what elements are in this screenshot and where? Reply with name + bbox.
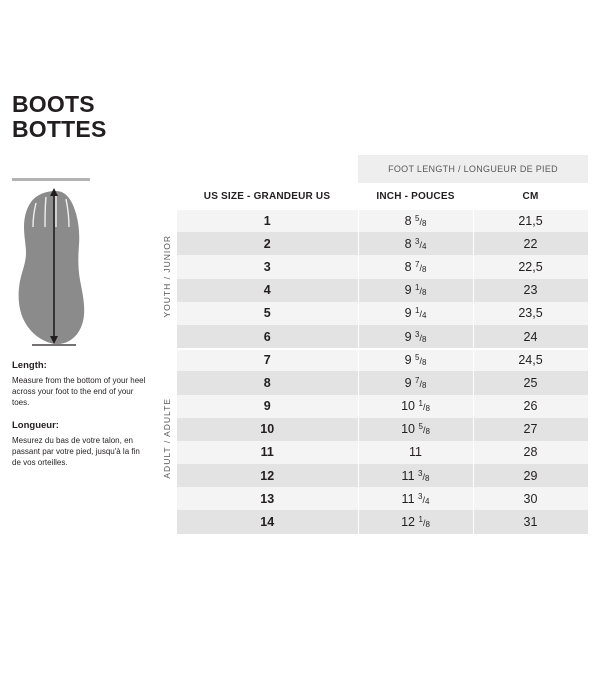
note-length [12, 360, 150, 408]
table-row [158, 232, 588, 255]
table-row [158, 371, 588, 394]
column-header-us-size: US SIZE - GRANDEUR US [176, 183, 358, 209]
grid-line [176, 209, 588, 210]
cell-inch: 9 $^5$/8 [358, 348, 473, 371]
cell-us-size: 11 [176, 441, 358, 464]
cell-us-size: 14 [176, 510, 358, 533]
title-line-french: BOTTES [12, 116, 107, 142]
table-group-header-row [158, 155, 588, 183]
band-youth-junior: YOUTH / JUNIOR [158, 209, 176, 348]
cell-cm: 23,5 [473, 302, 588, 325]
cell-us-size: 5 [176, 302, 358, 325]
cell-cm: 28 [473, 441, 588, 464]
cell-inch: 9 $^7$/8 [358, 371, 473, 394]
divider [12, 178, 90, 181]
foot-outline-icon [12, 187, 102, 352]
cell-inch: 11 [358, 441, 473, 464]
cell-inch: 11 $^3$/8 [358, 464, 473, 487]
cell-us-size: 12 [176, 464, 358, 487]
cell-cm: 31 [473, 510, 588, 533]
table-row [158, 255, 588, 278]
cell-cm: 29 [473, 464, 588, 487]
cell-us-size: 7 [176, 348, 358, 371]
cell-inch: 8 $^5$/8 [358, 209, 473, 232]
cell-cm: 24,5 [473, 348, 588, 371]
table-row [158, 279, 588, 302]
cell-us-size: 6 [176, 325, 358, 348]
measurement-guide [12, 178, 150, 468]
cell-cm: 22 [473, 232, 588, 255]
group-header-spacer-us [176, 155, 358, 183]
cell-us-size: 1 [176, 209, 358, 232]
cell-cm: 25 [473, 371, 588, 394]
table-row [158, 302, 588, 325]
table-row [158, 395, 588, 418]
column-header-band [158, 183, 176, 209]
table-row [158, 464, 588, 487]
cell-us-size: 2 [176, 232, 358, 255]
column-header-cm: CM [473, 183, 588, 209]
grid-line-vertical [358, 209, 359, 681]
cell-us-size: 3 [176, 255, 358, 278]
note-length-heading: Length: [12, 360, 47, 371]
note-length-body: Measure from the bottom of your heel across your foot to the end of your toes. [12, 376, 146, 407]
note-longueur [12, 420, 150, 468]
cell-inch: 9 $^1$/8 [358, 279, 473, 302]
size-table [158, 155, 588, 534]
cell-inch: 8 $^7$/8 [358, 255, 473, 278]
cell-us-size: 8 [176, 371, 358, 394]
cell-cm: 24 [473, 325, 588, 348]
cell-us-size: 10 [176, 418, 358, 441]
table-row [158, 487, 588, 510]
cell-us-size: 9 [176, 395, 358, 418]
cell-inch: 10 $^1$/8 [358, 395, 473, 418]
column-header-inch: INCH - POUCES [358, 183, 473, 209]
cell-inch: 9 $^3$/8 [358, 325, 473, 348]
table-row [158, 441, 588, 464]
grid-line-vertical [473, 209, 474, 681]
group-header-spacer [158, 155, 176, 183]
cell-cm: 26 [473, 395, 588, 418]
cell-us-size: 4 [176, 279, 358, 302]
table-row [158, 510, 588, 533]
band-adult-adulte: ADULT / ADULTE [158, 348, 176, 534]
table-column-header-row [158, 183, 588, 209]
foot-illustration [12, 187, 102, 352]
page-title [12, 92, 106, 142]
cell-cm: 27 [473, 418, 588, 441]
table-row [158, 325, 588, 348]
cell-inch: 9 $^1$/4 [358, 302, 473, 325]
cell-cm: 30 [473, 487, 588, 510]
size-table-container [158, 155, 588, 534]
cell-cm: 23 [473, 279, 588, 302]
cell-inch: 11 $^3$/4 [358, 487, 473, 510]
note-longueur-body: Mesurez du bas de votre talon, en passant par votre pied, jusqu'à la fin de vos orteilles. [12, 436, 140, 467]
table-row [158, 209, 588, 232]
cell-inch: 10 $^5$/8 [358, 418, 473, 441]
table-row [158, 418, 588, 441]
cell-cm: 22,5 [473, 255, 588, 278]
size-table-body [158, 209, 588, 534]
grid-line-group-split [176, 348, 588, 350]
table-row [158, 348, 588, 371]
title-line-english: BOOTS [12, 91, 95, 117]
cell-us-size: 13 [176, 487, 358, 510]
cell-cm: 21,5 [473, 209, 588, 232]
cell-inch: 12 $^1$/8 [358, 510, 473, 533]
group-header-foot-length: FOOT LENGTH / LONGUEUR DE PIED [358, 155, 588, 183]
cell-inch: 8 $^3$/4 [358, 232, 473, 255]
note-longueur-heading: Longueur: [12, 420, 59, 431]
